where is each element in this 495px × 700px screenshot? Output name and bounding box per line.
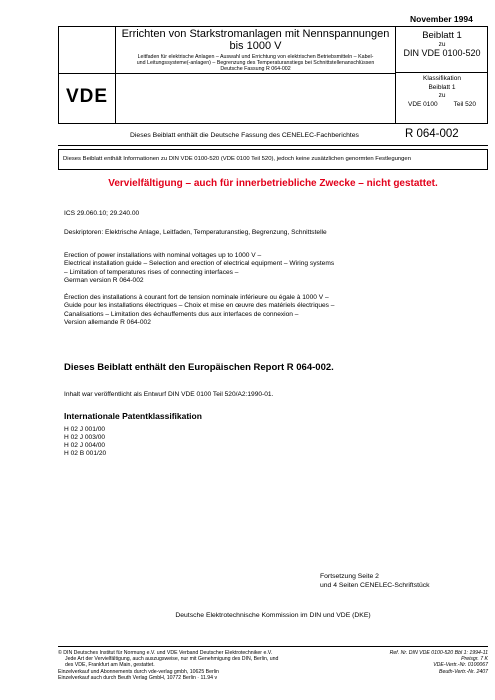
list-item: H 02 J 001/00 [64,426,106,433]
french-title-line: Version allemande R 064-002 [64,318,151,326]
french-title [64,294,334,327]
title-subtitle [116,54,395,73]
header-block [58,26,488,124]
french-title-line: Canalisations – Limitation des échauffements dus aux interfaces de connexion – [64,310,299,318]
report-number: R 064-002 [405,128,459,140]
european-report-heading: Dieses Beiblatt enthält den Europäischen Report R 064-002. [64,362,334,373]
list-item: H 02 J 003/00 [64,434,106,442]
klassifikation-beiblatt: Beiblatt 1 [428,83,456,91]
info-box: Dieses Beiblatt enthält Informationen zu DIN VDE 0100-520 (VDE 0100 Teil 520), jedoch keine zusätzlichen genormten Festlegungen [58,149,488,170]
vde-logo [66,87,112,107]
footer-copyright [58,650,318,681]
title-main-line: bis 1000 V [229,40,282,52]
footer-line: Einzelverkauf auch durch Beuth Verlag GmbH, 10772 Berlin · 11.94 v [58,674,218,681]
klassifikation-title: Klassifikation [423,75,461,82]
patent-classification-list [64,426,106,458]
klassifikation-zu: zu [438,92,446,99]
title-main-line: Errichten von Starkstromanlagen mit Nennspannungen [121,28,390,40]
footer-ref-line: Preisgr. 7 K [461,656,488,663]
subtitle-line: Leitfaden für elektrische Anlagen – Auswahl und Errichtung von elektrischen Betriebsmitteln – Kabel- [137,54,374,60]
continuation-note [320,573,430,590]
footer-line: des VDE, Frankfurt am Main, gestattet. [65,662,155,669]
subtitle-line: Deutsche Fassung R 064-002 [220,66,291,73]
continuation-line: Fortsetzung Seite 2 [320,573,379,580]
publication-date: November 1994 [410,14,473,24]
english-title-line: Erection of power installations with nominal voltages up to 1000 V – [64,252,262,259]
divider [58,145,488,146]
klassifikation-vde: VDE 0100 [407,100,438,108]
footer-reference [330,650,488,675]
draft-note: Inhalt war veröffentlicht als Entwurf DIN VDE 0100 Teil 520/A2:1990-01. [64,391,274,398]
beiblatt-zu: zu [438,41,446,48]
continuation-line: und 4 Seiten CENELEC-Schriftstück [320,581,430,589]
divider [58,646,488,647]
document-title [116,27,395,73]
english-title [64,252,334,285]
vde-logo-text: VDE [66,86,109,107]
french-title-line: Guide pour les installations électriques – Choix et mise en œuvre des matériels électriques – [64,302,335,310]
footer-ref-line: Ref. Nr. DIN VDE 0100-520 Bbl 1: 1994-11 [389,650,488,656]
ics-code: ICS 29.060.10; 29.240.00 [64,210,140,217]
header-divider [59,73,395,74]
klassifikation-teil: Teil 520 [453,100,476,108]
dke-line: Deutsche Elektrotechnische Kommission im DIN und VDE (DKE) [175,612,371,619]
list-item: H 02 B 001/20 [64,450,107,458]
list-item: H 02 J 004/00 [64,442,106,450]
english-title-line: – Limitation of temperatures rises of connecting interfaces – [64,268,239,276]
beiblatt-din: DIN VDE 0100-520 [403,48,481,58]
klassifikation-row [396,101,488,110]
beiblatt-box [396,27,488,72]
footer-line: © DIN Deutsches Institut für Normung e.V. und VDE Verband Deutscher Elektrotechniker e.V. [58,650,273,656]
report-line [58,128,488,144]
copy-warning: Vervielfältigung – auch für innerbetriebliche Zwecke – nicht gestattet. [108,178,438,189]
footer-line: Jede Art der Vervielfältigung, auch auszugsweise, nur mit Genehmigung des DIN, Berlin, und [65,656,279,663]
klassifikation-box [396,73,488,123]
beiblatt-title: Beiblatt 1 [422,30,462,41]
footer-line: Einzelverkauf und Abonnements durch vde-verlag gmbh, 10625 Berlin [58,668,219,675]
title-main [116,28,395,52]
french-title-line: Érection des installations à courant fort de tension nominale inférieure ou égale à 1000 V – [64,294,329,301]
patent-classification-heading: Internationale Patentklassifikation [64,411,202,421]
deskriptoren: Deskriptoren: Elektrische Anlage, Leitfaden, Temperaturanstieg, Begrenzung, Schnittstelle [64,229,327,236]
english-title-line: German version R 064-002 [64,276,144,284]
report-line-text: Dieses Beiblatt enthält die Deutsche Fassung des CENELEC-Fachberichtes [130,132,359,139]
footer-ref-line: Beuth-Vertr.-Nr. 2407 [438,668,488,675]
subtitle-line: und Leitungssysteme(-anlagen) – Begrenzung des Temperaturanstiegs bei Schnittstellenanschlüssen [136,60,375,67]
english-title-line: Electrical installation guide – Selection and erection of electrical equipment – Wiring systems [64,260,335,268]
footer-ref-line: VDE-Vertr.-Nr. 0100067 [433,662,488,669]
